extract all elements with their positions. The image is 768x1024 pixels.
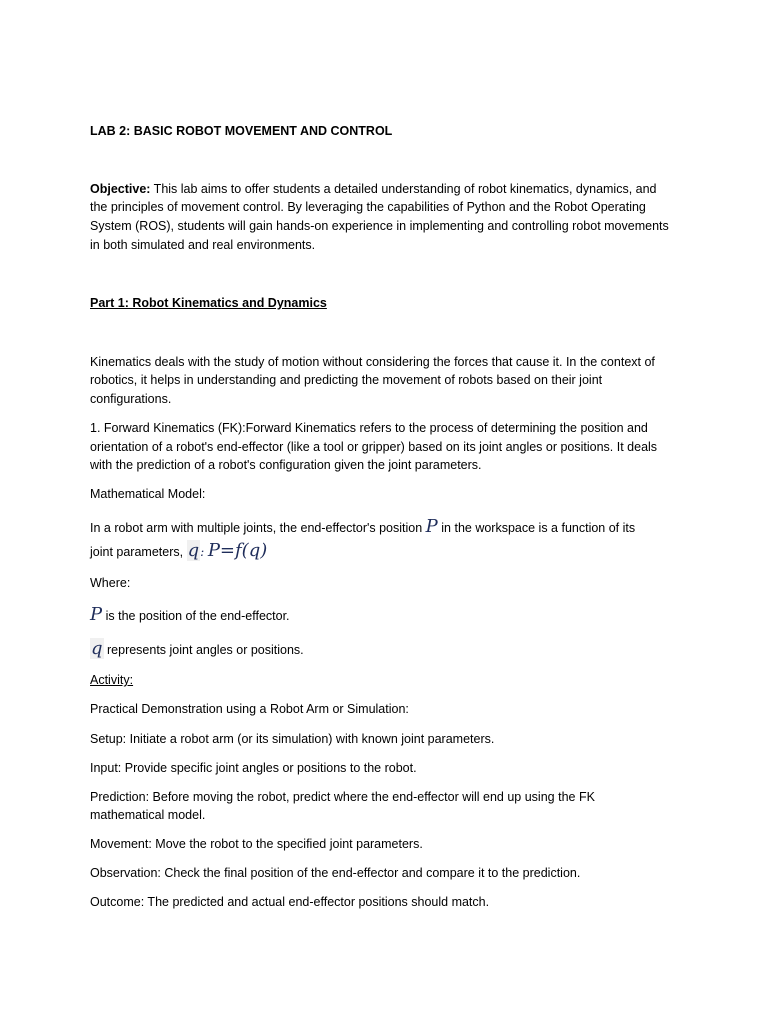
final-item-1: Movement: Move the robot to the specified joint parameters.: [90, 837, 423, 851]
part1-heading: Part 1: Robot Kinematics and Dynamics: [90, 296, 327, 310]
intro-line-1: Kinematics deals with the study of motion without considering the forces that cause it. In the context of: [90, 355, 655, 369]
fk-line-2: orientation of a robot's end-effector (like a tool or gripper) based on its joint angles or positions. It deals: [90, 440, 658, 454]
objective-line-1: [90, 180, 657, 198]
math-equation: P=f(q): [207, 540, 268, 561]
objective-text-1: This lab aims to offer students a detailed understanding of robot kinematics, dynamics, and: [150, 182, 657, 196]
model-text-1a: In a robot arm with multiple joints, the end-effector's position: [90, 521, 426, 535]
model-text-1b: in the workspace is a function of its: [437, 521, 636, 535]
definition-p: [90, 606, 290, 625]
def-symbol-p: P: [90, 604, 103, 625]
fk-line-3: with the prediction of a robot's configuration given the joint parameters.: [90, 458, 482, 472]
activity-item-1: Practical Demonstration using a Robot Arm or Simulation:: [90, 702, 409, 716]
math-model-label: Mathematical Model:: [90, 487, 206, 501]
objective-line-4: in both simulated and real environments.: [90, 238, 316, 252]
math-symbol-p: P: [425, 516, 438, 537]
math-symbol-q: q: [187, 540, 200, 561]
lab-title: LAB 2: BASIC ROBOT MOVEMENT AND CONTROL: [90, 124, 393, 138]
model-text-2a: joint parameters,: [90, 545, 187, 559]
intro-line-3: configurations.: [90, 392, 172, 406]
final-item-2: Observation: Check the final position of the end-effector and compare it to the prediction.: [90, 866, 581, 880]
math-colon: :: [200, 544, 205, 559]
intro-line-2: robotics, it helps in understanding and predicting the movement of robots based on their joint: [90, 373, 603, 387]
activity-label: Activity:: [90, 673, 134, 687]
model-line-1: [90, 518, 635, 537]
model-line-2: [90, 542, 267, 561]
objective-line-2: the principles of movement control. By leveraging the capabilities of Python and the Robot Operating: [90, 200, 646, 214]
prediction-line-2: mathematical model.: [90, 808, 206, 822]
def-p-text: is the position of the end-effector.: [102, 609, 290, 623]
objective-label: Objective:: [90, 182, 151, 196]
fk-line-1: 1. Forward Kinematics (FK):Forward Kinematics refers to the process of determining the position and: [90, 421, 648, 435]
where-label: Where:: [90, 576, 131, 590]
def-symbol-q: q: [91, 638, 103, 659]
final-item-3: Outcome: The predicted and actual end-effector positions should match.: [90, 895, 490, 909]
def-q-text: represents joint angles or positions.: [103, 643, 304, 657]
activity-item-2: Setup: Initiate a robot arm (or its simulation) with known joint parameters.: [90, 732, 495, 746]
objective-line-3: System (ROS), students will gain hands-on experience in implementing and controlling robot movements: [90, 219, 669, 233]
activity-item-3: Input: Provide specific joint angles or positions to the robot.: [90, 761, 417, 775]
definition-q: [90, 640, 304, 659]
prediction-line-1: Prediction: Before moving the robot, predict where the end-effector will end up using the FK: [90, 790, 595, 804]
